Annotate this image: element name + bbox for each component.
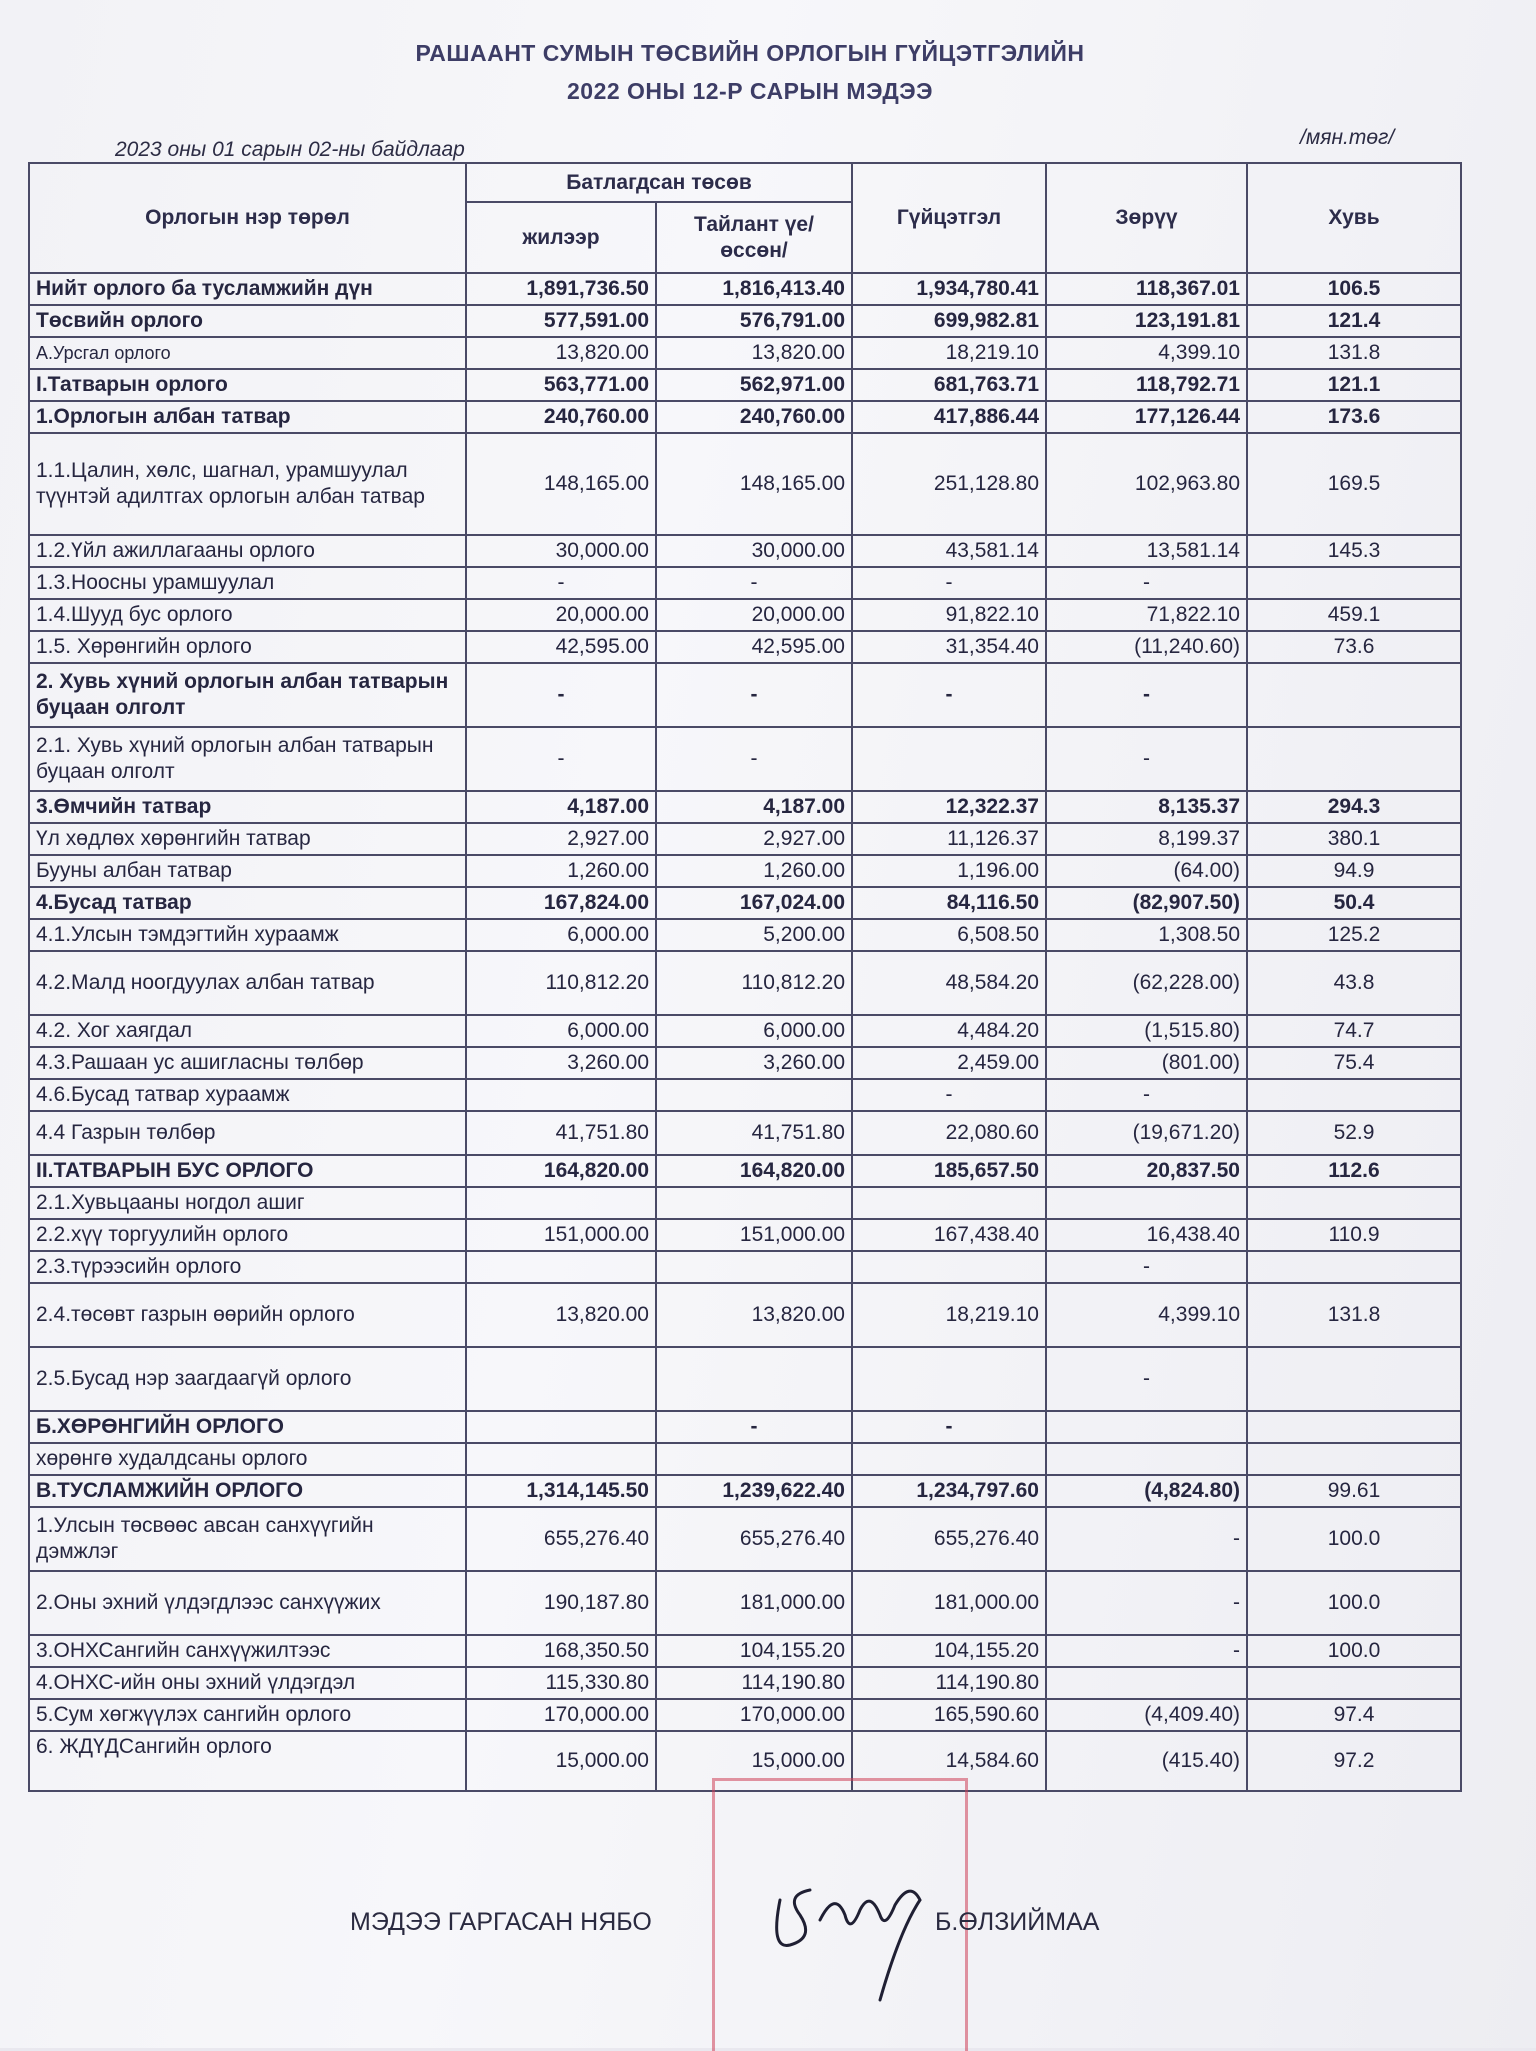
cell-annual bbox=[466, 1443, 656, 1475]
cell-difference: (4,824.80) bbox=[1046, 1475, 1247, 1507]
cell-actual: 251,128.80 bbox=[852, 433, 1046, 535]
cell-reported bbox=[656, 1079, 852, 1111]
cell-difference bbox=[1046, 1443, 1247, 1475]
cell-reported: 41,751.80 bbox=[656, 1111, 852, 1155]
cell-difference: - bbox=[1046, 1635, 1247, 1667]
cell-annual: - bbox=[466, 727, 656, 791]
cell-actual: 655,276.40 bbox=[852, 1507, 1046, 1571]
cell-percent: 131.8 bbox=[1247, 337, 1461, 369]
cell-actual: 181,000.00 bbox=[852, 1571, 1046, 1635]
cell-percent: 106.5 bbox=[1247, 273, 1461, 305]
cell-reported: 181,000.00 bbox=[656, 1571, 852, 1635]
cell-annual: 1,891,736.50 bbox=[466, 273, 656, 305]
cell-reported: 4,187.00 bbox=[656, 791, 852, 823]
cell-reported: 167,024.00 bbox=[656, 887, 852, 919]
table-row bbox=[29, 1507, 1461, 1571]
row-name: 2.4.төсөвт газрын өөрийн орлого bbox=[29, 1283, 466, 1347]
document-title: РАШААНТ СУМЫН ТӨСВИЙН ОРЛОГЫН ГҮЙЦЭТГЭЛИЙН bbox=[415, 40, 1085, 66]
unit-label: /мян.төг/ bbox=[1300, 126, 1395, 149]
table-row bbox=[29, 1283, 1461, 1347]
cell-difference bbox=[1046, 1187, 1247, 1219]
date-note: 2023 оны 01 сарын 02-ны байдлаар bbox=[115, 138, 465, 161]
table-row bbox=[29, 369, 1461, 401]
cell-difference: 102,963.80 bbox=[1046, 433, 1247, 535]
cell-annual: 4,187.00 bbox=[466, 791, 656, 823]
cell-annual bbox=[466, 1079, 656, 1111]
cell-annual: 563,771.00 bbox=[466, 369, 656, 401]
cell-difference: (19,671.20) bbox=[1046, 1111, 1247, 1155]
cell-actual: 1,196.00 bbox=[852, 855, 1046, 887]
cell-annual bbox=[466, 1411, 656, 1443]
cell-reported: 5,200.00 bbox=[656, 919, 852, 951]
cell-difference bbox=[1046, 1411, 1247, 1443]
header-actual: Гүйцэтгэл bbox=[852, 163, 1046, 273]
cell-percent: 100.0 bbox=[1247, 1571, 1461, 1635]
cell-actual: 22,080.60 bbox=[852, 1111, 1046, 1155]
cell-annual: 2,927.00 bbox=[466, 823, 656, 855]
cell-reported bbox=[656, 1251, 852, 1283]
cell-difference bbox=[1046, 1667, 1247, 1699]
cell-difference: 8,135.37 bbox=[1046, 791, 1247, 823]
cell-difference: - bbox=[1046, 1251, 1247, 1283]
cell-actual: 18,219.10 bbox=[852, 1283, 1046, 1347]
row-name: 4.2. Хог хаягдал bbox=[29, 1015, 466, 1047]
cell-percent: 110.9 bbox=[1247, 1219, 1461, 1251]
cell-percent: 121.4 bbox=[1247, 305, 1461, 337]
cell-annual: 3,260.00 bbox=[466, 1047, 656, 1079]
table-row bbox=[29, 305, 1461, 337]
revenue-report-table bbox=[28, 162, 1462, 1792]
header-approved-budget: Батлагдсан төсөв bbox=[466, 163, 852, 202]
cell-actual bbox=[852, 1251, 1046, 1283]
cell-actual: 2,459.00 bbox=[852, 1047, 1046, 1079]
cell-annual: 13,820.00 bbox=[466, 1283, 656, 1347]
row-name: 2.2.хүү торгуулийн орлого bbox=[29, 1219, 466, 1251]
cell-reported: - bbox=[656, 567, 852, 599]
table-row bbox=[29, 1411, 1461, 1443]
row-name: 4.4 Газрын төлбөр bbox=[29, 1111, 466, 1155]
table-row bbox=[29, 1015, 1461, 1047]
row-name: Б.ХӨРӨНГИЙН ОРЛОГО bbox=[29, 1411, 466, 1443]
cell-difference: - bbox=[1046, 1571, 1247, 1635]
cell-percent: 94.9 bbox=[1247, 855, 1461, 887]
cell-difference: 20,837.50 bbox=[1046, 1155, 1247, 1187]
table-row bbox=[29, 337, 1461, 369]
row-name: 2.3.түрээсийн орлого bbox=[29, 1251, 466, 1283]
cell-annual: 13,820.00 bbox=[466, 337, 656, 369]
cell-difference: - bbox=[1046, 567, 1247, 599]
cell-actual: 1,234,797.60 bbox=[852, 1475, 1046, 1507]
cell-difference: - bbox=[1046, 1079, 1247, 1111]
cell-difference: - bbox=[1046, 727, 1247, 791]
cell-actual: 14,584.60 bbox=[852, 1731, 1046, 1791]
cell-annual: 15,000.00 bbox=[466, 1731, 656, 1791]
row-name: 5.Сум хөгжүүлэх сангийн орлого bbox=[29, 1699, 466, 1731]
cell-reported: 562,971.00 bbox=[656, 369, 852, 401]
row-name: 2.5.Бусад нэр заагдаагүй орлого bbox=[29, 1347, 466, 1411]
cell-percent: 43.8 bbox=[1247, 951, 1461, 1015]
cell-reported: 2,927.00 bbox=[656, 823, 852, 855]
cell-annual: 6,000.00 bbox=[466, 919, 656, 951]
cell-reported: 3,260.00 bbox=[656, 1047, 852, 1079]
cell-actual bbox=[852, 1187, 1046, 1219]
cell-annual: 168,350.50 bbox=[466, 1635, 656, 1667]
cell-difference: (82,907.50) bbox=[1046, 887, 1247, 919]
signature-image bbox=[760, 1860, 950, 2010]
table-row bbox=[29, 791, 1461, 823]
cell-actual: 699,982.81 bbox=[852, 305, 1046, 337]
cell-annual: 577,591.00 bbox=[466, 305, 656, 337]
cell-actual bbox=[852, 727, 1046, 791]
row-name: 4.6.Бусад татвар хураамж bbox=[29, 1079, 466, 1111]
cell-percent bbox=[1247, 567, 1461, 599]
document-subtitle: 2022 ОНЫ 12-Р САРЫН МЭДЭЭ bbox=[566, 78, 933, 104]
row-name: 2.1. Хувь хүний орлогын албан татварын буцаан олголт bbox=[29, 727, 466, 791]
cell-actual: 31,354.40 bbox=[852, 631, 1046, 663]
row-name: Үл хөдлөх хөрөнгийн татвар bbox=[29, 823, 466, 855]
table-row bbox=[29, 535, 1461, 567]
cell-actual: 4,484.20 bbox=[852, 1015, 1046, 1047]
accountant-name: Б.ӨЛЗИЙМАА bbox=[935, 1908, 1100, 1936]
table-row bbox=[29, 919, 1461, 951]
cell-difference: 177,126.44 bbox=[1046, 401, 1247, 433]
cell-difference: 16,438.40 bbox=[1046, 1219, 1247, 1251]
cell-reported: 148,165.00 bbox=[656, 433, 852, 535]
cell-percent: 73.6 bbox=[1247, 631, 1461, 663]
cell-percent: 125.2 bbox=[1247, 919, 1461, 951]
cell-difference: (4,409.40) bbox=[1046, 1699, 1247, 1731]
row-name: II.ТАТВАРЫН БУС ОРЛОГО bbox=[29, 1155, 466, 1187]
cell-actual: 681,763.71 bbox=[852, 369, 1046, 401]
cell-percent: 97.4 bbox=[1247, 1699, 1461, 1731]
cell-percent: 459.1 bbox=[1247, 599, 1461, 631]
row-name: 2.1.Хувьцааны ногдол ашиг bbox=[29, 1187, 466, 1219]
row-name: В.ТУСЛАМЖИЙН ОРЛОГО bbox=[29, 1475, 466, 1507]
cell-percent: 100.0 bbox=[1247, 1635, 1461, 1667]
cell-actual: 167,438.40 bbox=[852, 1219, 1046, 1251]
cell-difference: 13,581.14 bbox=[1046, 535, 1247, 567]
table-row bbox=[29, 663, 1461, 727]
table-row bbox=[29, 855, 1461, 887]
row-name: 1.1.Цалин, хөлс, шагнал, урамшуулал түүнтэй адилтгах орлогын албан татвар bbox=[29, 433, 466, 535]
table-row bbox=[29, 1079, 1461, 1111]
table-row bbox=[29, 567, 1461, 599]
table-row bbox=[29, 1571, 1461, 1635]
cell-percent: 173.6 bbox=[1247, 401, 1461, 433]
cell-annual bbox=[466, 1187, 656, 1219]
cell-annual: 41,751.80 bbox=[466, 1111, 656, 1155]
cell-percent: 74.7 bbox=[1247, 1015, 1461, 1047]
cell-difference: - bbox=[1046, 1347, 1247, 1411]
row-name: Нийт орлого ба тусламжийн дүн bbox=[29, 273, 466, 305]
table-row bbox=[29, 1347, 1461, 1411]
cell-actual: - bbox=[852, 1411, 1046, 1443]
cell-percent: 97.2 bbox=[1247, 1731, 1461, 1791]
table-row bbox=[29, 887, 1461, 919]
row-name: хөрөнгө худалдсаны орлого bbox=[29, 1443, 466, 1475]
cell-percent bbox=[1247, 1187, 1461, 1219]
cell-annual: 110,812.20 bbox=[466, 951, 656, 1015]
cell-reported: 576,791.00 bbox=[656, 305, 852, 337]
cell-percent: 169.5 bbox=[1247, 433, 1461, 535]
cell-reported: 13,820.00 bbox=[656, 337, 852, 369]
cell-percent bbox=[1247, 1347, 1461, 1411]
cell-reported: 1,260.00 bbox=[656, 855, 852, 887]
table-row bbox=[29, 1699, 1461, 1731]
cell-actual: - bbox=[852, 1079, 1046, 1111]
cell-reported: 6,000.00 bbox=[656, 1015, 852, 1047]
cell-annual: 42,595.00 bbox=[466, 631, 656, 663]
cell-reported: 151,000.00 bbox=[656, 1219, 852, 1251]
row-name: А.Урсгал орлого bbox=[29, 337, 466, 369]
cell-percent bbox=[1247, 1079, 1461, 1111]
cell-difference: (1,515.80) bbox=[1046, 1015, 1247, 1047]
cell-annual: 164,820.00 bbox=[466, 1155, 656, 1187]
cell-reported: 1,239,622.40 bbox=[656, 1475, 852, 1507]
cell-difference: 4,399.10 bbox=[1046, 337, 1247, 369]
cell-annual: 167,824.00 bbox=[466, 887, 656, 919]
cell-difference: 4,399.10 bbox=[1046, 1283, 1247, 1347]
row-name: 1.4.Шууд бус орлого bbox=[29, 599, 466, 631]
row-name: 6. ЖДҮДСангийн орлого bbox=[29, 1731, 466, 1791]
cell-percent: 112.6 bbox=[1247, 1155, 1461, 1187]
cell-actual: 104,155.20 bbox=[852, 1635, 1046, 1667]
cell-annual bbox=[466, 1251, 656, 1283]
cell-difference: 118,792.71 bbox=[1046, 369, 1247, 401]
cell-annual: 190,187.80 bbox=[466, 1571, 656, 1635]
cell-percent: 75.4 bbox=[1247, 1047, 1461, 1079]
cell-percent: 145.3 bbox=[1247, 535, 1461, 567]
table-row bbox=[29, 1219, 1461, 1251]
cell-annual: - bbox=[466, 567, 656, 599]
cell-reported bbox=[656, 1187, 852, 1219]
cell-actual: 48,584.20 bbox=[852, 951, 1046, 1015]
cell-reported: - bbox=[656, 1411, 852, 1443]
cell-difference: 1,308.50 bbox=[1046, 919, 1247, 951]
row-name: 4.Бусад татвар bbox=[29, 887, 466, 919]
cell-reported: 1,816,413.40 bbox=[656, 273, 852, 305]
cell-actual: 1,934,780.41 bbox=[852, 273, 1046, 305]
cell-reported: 42,595.00 bbox=[656, 631, 852, 663]
cell-reported bbox=[656, 1347, 852, 1411]
row-name: 1.3.Ноосны урамшуулал bbox=[29, 567, 466, 599]
table-row bbox=[29, 1635, 1461, 1667]
cell-annual: 1,260.00 bbox=[466, 855, 656, 887]
cell-actual: 114,190.80 bbox=[852, 1667, 1046, 1699]
table-row bbox=[29, 1155, 1461, 1187]
table-row bbox=[29, 1251, 1461, 1283]
cell-difference: 71,822.10 bbox=[1046, 599, 1247, 631]
cell-actual bbox=[852, 1347, 1046, 1411]
cell-reported: 170,000.00 bbox=[656, 1699, 852, 1731]
cell-actual: 11,126.37 bbox=[852, 823, 1046, 855]
row-name: 4.3.Рашаан ус ашигласны төлбөр bbox=[29, 1047, 466, 1079]
cell-annual: 151,000.00 bbox=[466, 1219, 656, 1251]
cell-annual bbox=[466, 1347, 656, 1411]
cell-difference: (64.00) bbox=[1046, 855, 1247, 887]
row-name: 1.2.Үйл ажиллагааны орлого bbox=[29, 535, 466, 567]
header-income-type: Орлогын нэр төрөл bbox=[29, 163, 466, 273]
cell-reported bbox=[656, 1443, 852, 1475]
cell-reported: 114,190.80 bbox=[656, 1667, 852, 1699]
table-row bbox=[29, 951, 1461, 1015]
cell-actual: - bbox=[852, 663, 1046, 727]
cell-actual: 12,322.37 bbox=[852, 791, 1046, 823]
row-name: 2. Хувь хүний орлогын албан татварын буцаан олголт bbox=[29, 663, 466, 727]
cell-percent: 52.9 bbox=[1247, 1111, 1461, 1155]
cell-difference: 8,199.37 bbox=[1046, 823, 1247, 855]
table-row bbox=[29, 1443, 1461, 1475]
table-row bbox=[29, 433, 1461, 535]
table-row bbox=[29, 631, 1461, 663]
cell-percent bbox=[1247, 727, 1461, 791]
cell-difference: - bbox=[1046, 1507, 1247, 1571]
cell-annual: 170,000.00 bbox=[466, 1699, 656, 1731]
row-name: 4.ОНХС-ийн оны эхний үлдэгдэл bbox=[29, 1667, 466, 1699]
cell-percent: 380.1 bbox=[1247, 823, 1461, 855]
cell-actual: 43,581.14 bbox=[852, 535, 1046, 567]
cell-percent: 121.1 bbox=[1247, 369, 1461, 401]
cell-annual: - bbox=[466, 663, 656, 727]
cell-reported: 13,820.00 bbox=[656, 1283, 852, 1347]
table-row bbox=[29, 401, 1461, 433]
row-name: 3.ОНХСангийн санхүүжилтээс bbox=[29, 1635, 466, 1667]
table-row bbox=[29, 823, 1461, 855]
table-row bbox=[29, 727, 1461, 791]
table-row bbox=[29, 1475, 1461, 1507]
cell-percent bbox=[1247, 663, 1461, 727]
cell-actual: 84,116.50 bbox=[852, 887, 1046, 919]
cell-annual: 30,000.00 bbox=[466, 535, 656, 567]
row-name: 3.Өмчийн татвар bbox=[29, 791, 466, 823]
cell-annual: 148,165.00 bbox=[466, 433, 656, 535]
cell-difference: (11,240.60) bbox=[1046, 631, 1247, 663]
cell-percent bbox=[1247, 1411, 1461, 1443]
cell-difference: 123,191.81 bbox=[1046, 305, 1247, 337]
cell-actual: - bbox=[852, 567, 1046, 599]
cell-reported: 15,000.00 bbox=[656, 1731, 852, 1791]
row-name: I.Татварын орлого bbox=[29, 369, 466, 401]
row-name: Төсвийн орлого bbox=[29, 305, 466, 337]
cell-difference: - bbox=[1046, 663, 1247, 727]
cell-reported: 164,820.00 bbox=[656, 1155, 852, 1187]
cell-reported: 104,155.20 bbox=[656, 1635, 852, 1667]
cell-percent: 100.0 bbox=[1247, 1507, 1461, 1571]
prepared-by-label: МЭДЭЭ ГАРГАСАН НЯБО bbox=[350, 1908, 652, 1936]
table-row bbox=[29, 1047, 1461, 1079]
cell-actual: 91,822.10 bbox=[852, 599, 1046, 631]
cell-difference: 118,367.01 bbox=[1046, 273, 1247, 305]
row-name: Бууны албан татвар bbox=[29, 855, 466, 887]
cell-reported: 240,760.00 bbox=[656, 401, 852, 433]
cell-actual: 18,219.10 bbox=[852, 337, 1046, 369]
cell-percent bbox=[1247, 1251, 1461, 1283]
cell-annual: 655,276.40 bbox=[466, 1507, 656, 1571]
cell-reported: 20,000.00 bbox=[656, 599, 852, 631]
row-name: 4.2.Малд ноогдуулах албан татвар bbox=[29, 951, 466, 1015]
cell-percent: 50.4 bbox=[1247, 887, 1461, 919]
cell-reported: 110,812.20 bbox=[656, 951, 852, 1015]
cell-percent: 131.8 bbox=[1247, 1283, 1461, 1347]
row-name: 1.Улсын төсвөөс авсан санхүүгийн дэмжлэг bbox=[29, 1507, 466, 1571]
cell-annual: 6,000.00 bbox=[466, 1015, 656, 1047]
cell-difference: (62,228.00) bbox=[1046, 951, 1247, 1015]
header-percent: Хувь bbox=[1247, 163, 1461, 273]
table-row bbox=[29, 599, 1461, 631]
cell-reported: - bbox=[656, 663, 852, 727]
cell-difference: (415.40) bbox=[1046, 1731, 1247, 1791]
row-name: 1.Орлогын албан татвар bbox=[29, 401, 466, 433]
table-row bbox=[29, 1187, 1461, 1219]
cell-annual: 115,330.80 bbox=[466, 1667, 656, 1699]
cell-actual: 6,508.50 bbox=[852, 919, 1046, 951]
cell-percent: 294.3 bbox=[1247, 791, 1461, 823]
row-name: 4.1.Улсын тэмдэгтийн хураамж bbox=[29, 919, 466, 951]
cell-actual: 185,657.50 bbox=[852, 1155, 1046, 1187]
cell-reported: - bbox=[656, 727, 852, 791]
table-row bbox=[29, 273, 1461, 305]
cell-percent bbox=[1247, 1667, 1461, 1699]
header-difference: Зөрүү bbox=[1046, 163, 1247, 273]
cell-difference: (801.00) bbox=[1046, 1047, 1247, 1079]
cell-actual bbox=[852, 1443, 1046, 1475]
header-annual: жилээр bbox=[466, 202, 656, 273]
cell-actual: 165,590.60 bbox=[852, 1699, 1046, 1731]
cell-percent bbox=[1247, 1443, 1461, 1475]
cell-reported: 30,000.00 bbox=[656, 535, 852, 567]
cell-annual: 1,314,145.50 bbox=[466, 1475, 656, 1507]
row-name: 2.Оны эхний үлдэгдлээс санхүүжих bbox=[29, 1571, 466, 1635]
cell-actual: 417,886.44 bbox=[852, 401, 1046, 433]
cell-percent: 99.61 bbox=[1247, 1475, 1461, 1507]
table-row bbox=[29, 1667, 1461, 1699]
header-reported: Тайлант үе/өссөн/ bbox=[656, 202, 852, 273]
row-name: 1.5. Хөрөнгийн орлого bbox=[29, 631, 466, 663]
table-row bbox=[29, 1111, 1461, 1155]
cell-annual: 20,000.00 bbox=[466, 599, 656, 631]
cell-reported: 655,276.40 bbox=[656, 1507, 852, 1571]
cell-annual: 240,760.00 bbox=[466, 401, 656, 433]
